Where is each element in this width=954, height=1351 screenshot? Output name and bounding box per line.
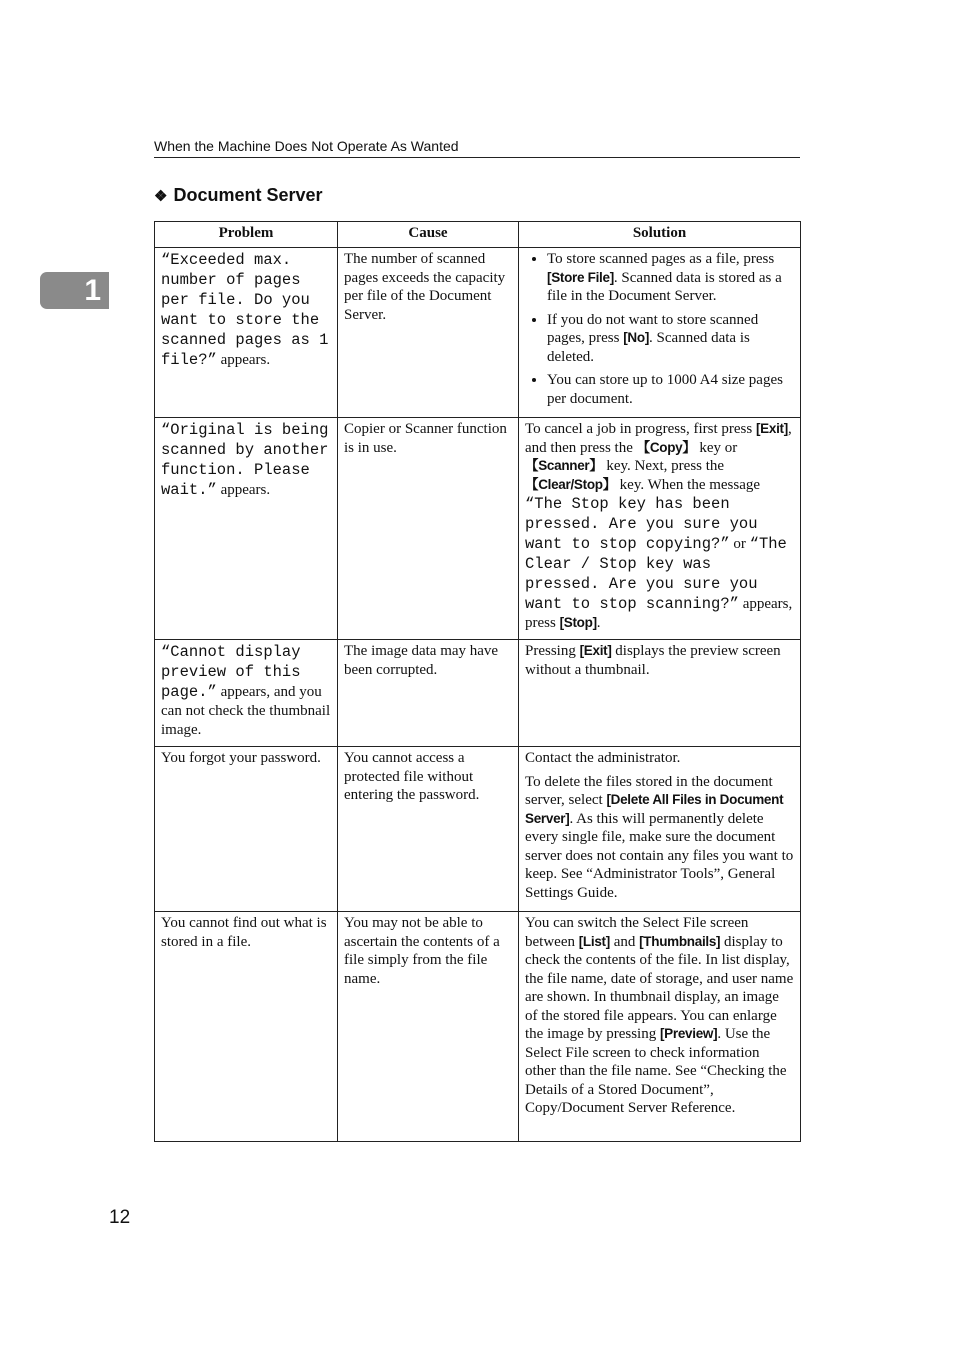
cause-cell: The number of scanned pages exceeds the capacity per file of the Document Server. xyxy=(338,248,519,418)
delete-all-files-key: [Delete All Files in Document Server] xyxy=(525,792,784,826)
exit-key: [Exit] xyxy=(755,421,788,436)
page-number: 12 xyxy=(109,1207,131,1228)
exit-key: [Exit] xyxy=(579,643,612,658)
cause-cell: The image data may have been corrupted. xyxy=(338,640,519,747)
error-message: “Cannot display preview of this page.” xyxy=(161,643,301,701)
thumbnails-key: [Thumbnails] xyxy=(639,933,721,949)
cause-cell: Copier or Scanner function is in use. xyxy=(338,418,519,640)
error-message: “Exceeded max. number of pages per file. Do you want to store the scanned pages as 1 file?” xyxy=(161,251,329,369)
solution-cell: To cancel a job in progress, first press [Exit], and then press the 【Copy】 key or 【Scanner】 key. Next, press the 【Clear/Stop】 key. When the message “The Stop key has been pressed. Are you sure you want to stop copying?” or “The Clear / Stop key was pressed. Are you sure you want to stop scanning?” appears, press [Stop]. xyxy=(519,418,801,640)
list-key: [List] xyxy=(578,933,610,949)
solution-list xyxy=(525,250,794,408)
table-row xyxy=(155,640,801,747)
no-key: [No] xyxy=(623,330,650,345)
solution-cell xyxy=(519,248,801,418)
troubleshooting-table xyxy=(154,221,801,1142)
column-header-problem: Problem xyxy=(155,222,338,248)
section-title xyxy=(154,185,323,206)
running-header: When the Machine Does Not Operate As Wanted xyxy=(154,138,800,158)
chapter-tab: 1 xyxy=(40,272,109,309)
copy-key: 【Copy】 xyxy=(636,439,696,455)
solution-cell: You can switch the Select File screen between [List] and [Thumbnails] display to check the contents of the file. In list display, the file name, date of storage, and user name are shown. In thumbnail display, an image of the stored file appears. You can enlarge the image by pressing [Preview]. Use the Select File screen to check information other than the file name. See “Checking the Details of a Stored Document”, Copy/Document Server Reference. xyxy=(519,912,801,1142)
cause-cell: You cannot access a protected file without entering the password. xyxy=(338,747,519,912)
column-header-cause: Cause xyxy=(338,222,519,248)
problem-cell: You cannot find out what is stored in a file. xyxy=(155,912,338,1142)
stop-copying-message: “The Stop key has been pressed. Are you sure you want to stop copying?” xyxy=(525,495,758,553)
store-file-key: [Store File] xyxy=(547,269,614,285)
stop-scanning-message: “The Clear / Stop key was pressed. Are you sure you want to stop scanning?” xyxy=(525,535,787,613)
cause-cell: You may not be able to ascertain the contents of a file simply from the file name. xyxy=(338,912,519,1142)
table-row xyxy=(155,248,801,418)
problem-cell: “Exceeded max. number of pages per file. Do you want to store the scanned pages as 1 file?” appears. xyxy=(155,248,338,418)
list-item: • If you do not want to store scanned pages, press [No]. Scanned data is deleted. xyxy=(547,311,794,367)
problem-cell: “Original is being scanned by another function. Please wait.” appears. xyxy=(155,418,338,640)
solution-cell: Pressing [Exit] displays the preview screen without a thumbnail. xyxy=(519,640,801,747)
table-header-row xyxy=(155,222,801,248)
column-header-solution: Solution xyxy=(519,222,801,248)
stop-key: [Stop] xyxy=(559,615,597,630)
list-item: • To store scanned pages as a file, press [Store File]. Scanned data is stored as a file in the Document Server. xyxy=(547,250,794,306)
problem-cell: You forgot your password. xyxy=(155,747,338,912)
table-row xyxy=(155,747,801,912)
diamond-bullet-icon: ❖ xyxy=(154,188,168,205)
preview-key: [Preview] xyxy=(659,1026,718,1041)
problem-cell: “Cannot display preview of this page.” appears, and you can not check the thumbnail image. xyxy=(155,640,338,747)
error-message: “Original is being scanned by another function. Please wait.” xyxy=(161,421,329,499)
clear-stop-key: 【Clear/Stop】 xyxy=(525,476,616,492)
section-title-text: Document Server xyxy=(173,185,323,205)
solution-cell: Contact the administrator. To delete the files stored in the document server, select [Delete All Files in Document Server]. As this will permanently delete every single file, make sure the document server does not contain any files you want to keep. See “Administrator Tools”, General Settings Guide. xyxy=(519,747,801,912)
table-row xyxy=(155,912,801,1142)
list-item: • You can store up to 1000 A4 size pages per document. xyxy=(547,371,794,408)
scanner-key: 【Scanner】 xyxy=(525,458,603,473)
table-row xyxy=(155,418,801,640)
